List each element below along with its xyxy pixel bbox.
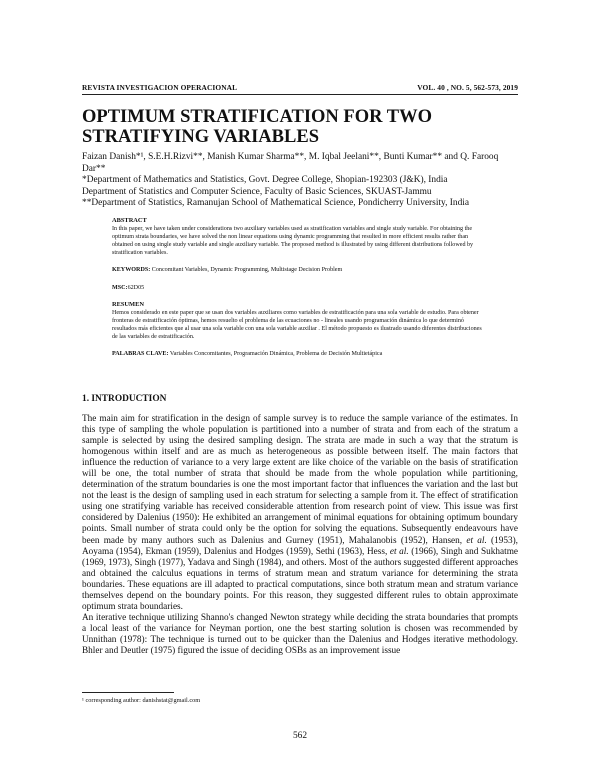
paper-title: OPTIMUM STRATIFICATION FOR TWO STRATIFYING VARIABLES xyxy=(82,107,432,147)
running-header xyxy=(82,83,518,92)
intro-paragraph-1: The main aim for stratification in the design of sample survey is to reduce the sample variance of the estimates. In this type of sampling the whole population is partitioned into a number of strata and from each of the stratum a sample is selected by using the desired sampling design. The strata are made in such a way that the stratum is homogenous within itself and are as much as heterogeneous as possible between itself. The main factors that influence the reduction of variance to a very large extent are like choice of the variable on the basis of stratification will be one, the total number of strata that should be made from the whole population while partitioning, determination of the stratum boundaries is one the most important factor that influences the variation and the last but not the least is the design of sampling used in each stratum for selecting a sample from it. The effect of stratification using one stratifying variable has received considerable attention from research point of view. This issue was first considered by Dalenius (1950): He exhibited an arrangement of minimal equations for obtaining optimum boundary points. Small number of strata could only be the option for solving the equations. Subsequently endeavours have been made by many authors such as Dalenius and Gurney (1951), Mahalanobis (1952), Hansen, et al. (1953), Aoyama (1954), Ekman (1959), Dalenius and Hodges (1959), Sethi (1963), Hess, et al. (1966), Singh and Sukhatme (1969, 1973), Singh (1977), Yadava and Singh (1984), and others. Most of the authors suggested different approaches and obtained the calculus equations in terms of stratum mean and stratum variance for determining the strata boundaries. These equations are ill adapted to practical computations, since both stratum mean and stratum variance themselves depend on the boundary points. For this reason, they suggested different rules to obtain approximate optimum strata boundaries. xyxy=(82,414,518,612)
header-rule xyxy=(82,94,518,95)
intro-heading: 1. INTRODUCTION xyxy=(82,394,167,404)
footnote-rule xyxy=(82,692,174,693)
affiliation-2: Department of Statistics and Computer Science, Faculty of Basic Sciences, SKUAST-Jammu xyxy=(82,186,432,197)
palabras-label: PALABRAS CLAVE: xyxy=(112,351,169,358)
author-block xyxy=(82,152,512,210)
abstract-text: In this paper, we have taken under considerations two auxiliary variables used as stratification variables and single study variable. For obtaining the optimum strata boundaries, we have solved the non linear equations using dynamic programming that resulted in more efficient results rather than obtained on using single study variable and single auxiliary variable. The proposed method is illustrated by using different distributions followed by stratification variables. xyxy=(112,226,474,257)
palabras-text: Variables Concomitantes, Programación Dinámica, Problema de Decisión Multietápica xyxy=(169,351,383,358)
keywords-text: Concomitant Variables, Dynamic Programming, Multistage Decision Problem xyxy=(151,267,343,274)
keywords-line xyxy=(112,266,488,274)
affiliation-3: **Department of Statistics, Ramanujan School of Mathematical Science, Pondicherry University, India xyxy=(82,198,470,209)
abstract-block xyxy=(112,217,488,358)
resumen-text: Hemos considerado en este paper que se usan dos variables auxiliares como variables de estratificación para una sola variable de estudio. Para obtener fronteras de estratificación óptimas, hemos resuelto el problema de las ecuaciones no - lineales usando programación dinámica lo que determinó resultados más eficientes que al usar una sola variable con una sola variable auxiliar . El método propuesto es ilustrado usando diferentes distribuciones de las variables de estratificación. xyxy=(112,309,482,341)
resumen-heading: RESUMEN xyxy=(112,300,144,308)
intro-body xyxy=(82,414,518,657)
volume-info: VOL. 40 , NO. 5, 562-573, 2019 xyxy=(417,83,518,92)
keywords-label: KEYWORDS: xyxy=(112,267,151,274)
intro-paragraph-2: An iterative technique utilizing Shanno's changed Newton strategy while deciding the strata boundaries that prompts a local least of the variance for Neyman portion, one the best starting solution is chosen was recommended by Unnithan (1978): The technique is turned out to be quicker than the Dalenius and Hodges iterative methodology. Bhler and Deutler (1975) figured the issue of deciding OSBs as an improvement issue xyxy=(82,612,518,656)
affiliation-1: *Department of Mathematics and Statistics, Govt. Degree College, Shopian-192303 (J&K), India xyxy=(82,175,448,186)
palabras-line xyxy=(112,350,488,358)
page-number: 562 xyxy=(292,731,308,741)
author-list: Faizan Danish*¹, S.E.H.Rizvi**, Manish Kumar Sharma**, M. Iqbal Jeelani**, Bunti Kumar** and Q. Farooq Dar** xyxy=(82,152,499,174)
abstract-heading: ABSTRACT xyxy=(112,217,147,224)
journal-name: REVISTA INVESTIGACION OPERACIONAL xyxy=(82,83,238,92)
msc-label: MSC: xyxy=(112,284,128,291)
footnote: ¹ corresponding author: danishstat@gmail.com xyxy=(82,697,201,704)
msc-line xyxy=(112,284,488,292)
msc-code: 62D05 xyxy=(127,284,145,291)
